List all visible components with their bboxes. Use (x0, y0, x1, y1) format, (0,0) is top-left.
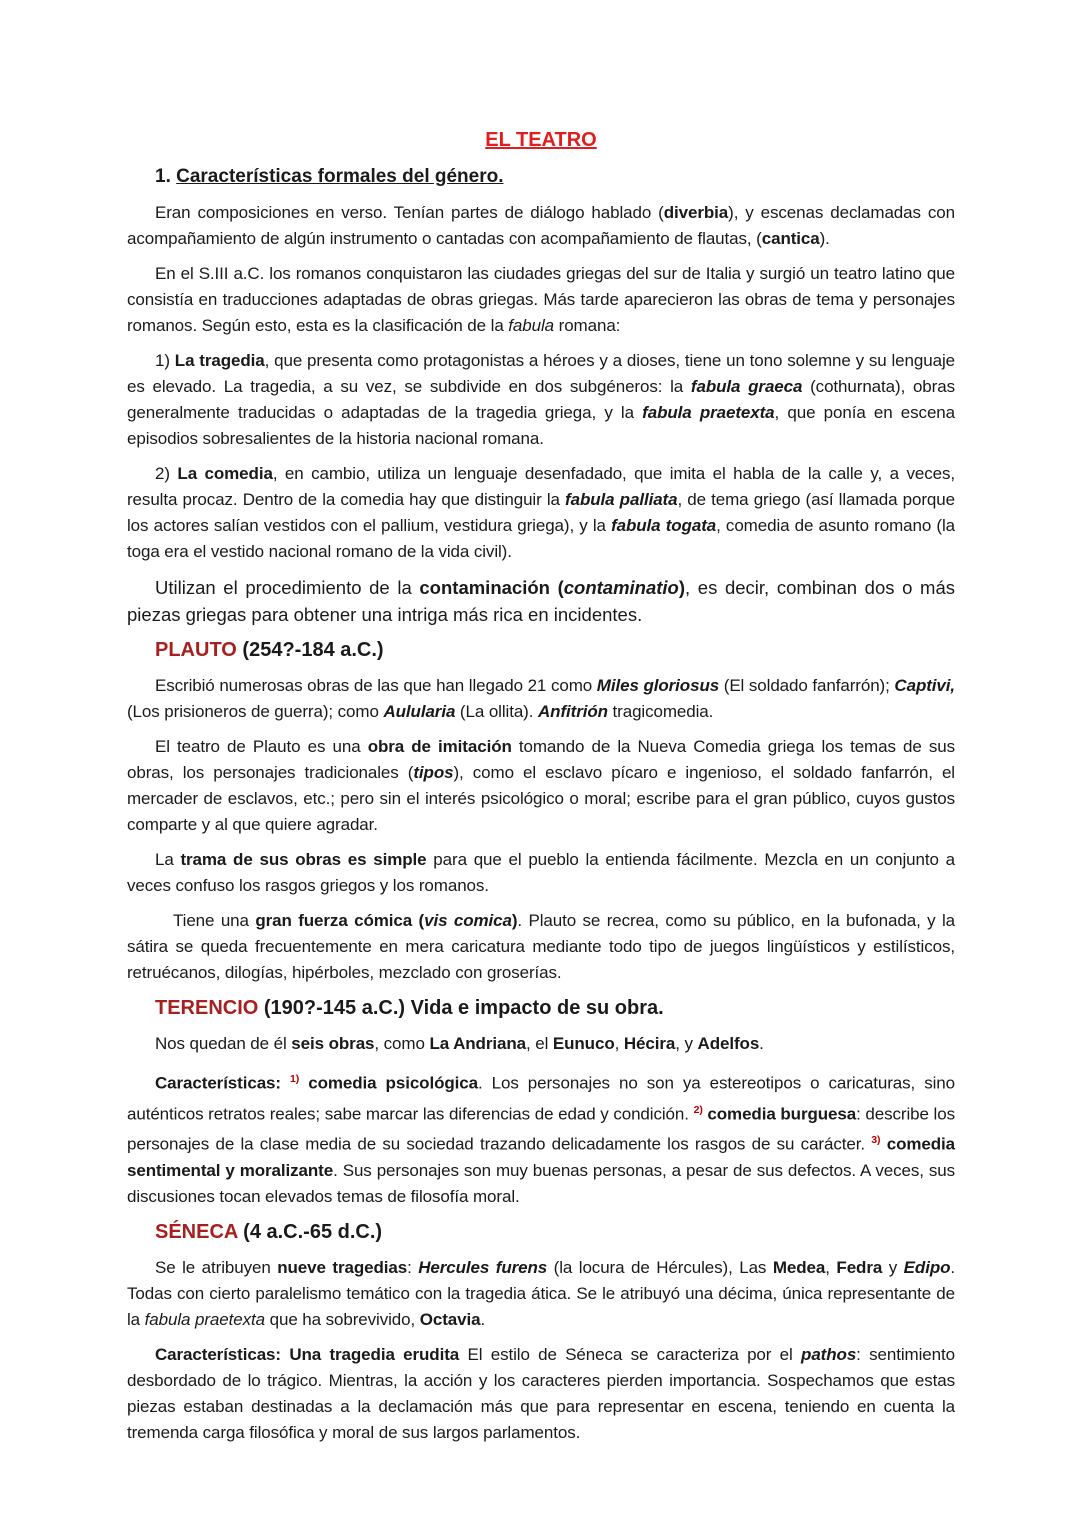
text-run: 1. (155, 166, 177, 187)
text-run: Eunuco (552, 1034, 615, 1053)
text-run: fabula praetexta (144, 1309, 265, 1329)
paragraph-origen-teatro-latino (127, 261, 955, 339)
text-run: Se le atribuyen (155, 1257, 278, 1277)
text-run: ) (511, 911, 518, 930)
text-run: El estilo de Séneca se caracteriza por el (459, 1344, 802, 1364)
text-run: que ha sobrevivido, (264, 1309, 420, 1329)
text-run: , en cambio, utiliza un lenguaje desenfadado, que imita el habla de la calle y, a veces, resulta procaz. Dentro de la comedia hay que distinguir la (127, 464, 955, 509)
text-run: 3) (871, 1134, 881, 1147)
text-run: seis obras (291, 1034, 375, 1053)
text-run: ) (678, 577, 686, 598)
text-run: : (275, 1073, 291, 1093)
text-run: romana: (554, 316, 621, 335)
text-run: , (825, 1257, 837, 1277)
text-run: nueve tragedias (277, 1257, 408, 1277)
paragraph-terencio-obras (127, 1031, 955, 1057)
text-run: La (155, 850, 181, 869)
text-run: , comedia de asunto romano (la toga era el vestido nacional romano de la vida civil). (127, 516, 955, 561)
author-heading-terencio (127, 995, 955, 1022)
text-run: . Todas con cierto paralelismo temático con la tragedia ática. Se le atribuyó una décima, única representante de la (127, 1257, 956, 1329)
text-run: cantica (761, 229, 820, 248)
text-run: diverbia (663, 203, 729, 222)
text-run: contaminación ( (419, 577, 564, 598)
paragraph-terencio-caracteristicas (127, 1066, 955, 1210)
text-run: (cothurnata), obras generalmente traducidas o adaptadas de la tragedia griega, y la (127, 377, 955, 422)
text-run: , y (675, 1034, 698, 1053)
text-run: La comedia (177, 464, 273, 483)
paragraph-seneca-caracteristicas (127, 1342, 955, 1446)
section-heading-1 (127, 164, 955, 190)
paragraph-plauto-imitacion (127, 734, 955, 838)
text-run: Eran composiciones en verso. Tenían partes de diálogo hablado ( (155, 203, 664, 222)
paragraph-plauto-trama (127, 847, 955, 899)
text-run: comedia psicológica (308, 1073, 478, 1093)
text-run: , (614, 1034, 624, 1053)
text-run: (254?-184 a.C.) (236, 639, 384, 661)
text-run: obra de imitación (367, 737, 512, 756)
text-run: ). (819, 229, 830, 248)
text-run: (190?-145 a.C.) Vida e impacto de su obra. (258, 997, 664, 1019)
text-run: (la locura de Hércules), Las (547, 1257, 773, 1277)
text-run: trama de sus obras es simple (180, 850, 427, 869)
text-run: Hercules furens (418, 1257, 548, 1277)
text-run: . Los personajes no son ya estereotipos o caricaturas, sino auténticos retratos reales; sabe marcar las diferencias de edad y condición. (127, 1073, 956, 1124)
text-run: ), y escenas declamadas con acompañamiento de algún instrumento o cantadas con acompañamiento de flautas, ( (127, 203, 955, 248)
text-run: Edipo (903, 1257, 951, 1277)
text-run: . (759, 1034, 764, 1053)
text-run: (Los prisioneros de guerra); como (127, 702, 384, 721)
text-run: tipos (413, 763, 454, 782)
text-run: Características (155, 1073, 276, 1093)
text-run: Escribió numerosas obras de las que han llegado 21 como (155, 676, 597, 695)
text-run: 2) (693, 1103, 703, 1116)
text-run: SÉNECA (155, 1220, 238, 1243)
text-run: tomando de la Nueva Comedia griega los temas de sus obras, los personajes tradicionales ( (127, 737, 955, 782)
text-run: : describe los personajes de la clase media de su sociedad trazando delicadamente los rasgos de su carácter. (127, 1104, 955, 1154)
paragraph-contaminacion (127, 574, 955, 628)
text-run: Hécira (623, 1034, 676, 1053)
text-run: Octavia (419, 1309, 481, 1329)
text-run: ), como el esclavo pícaro e ingenioso, el soldado fanfarrón, el mercader de esclavos, etc.; pero sin el interés psicológico o moral; escribe para el gran público, cuyos gustos comparte y al que quiere agradar. (127, 763, 955, 834)
author-heading-plauto (127, 637, 955, 664)
text-run: gran fuerza cómica ( (255, 911, 425, 930)
text-run: TERENCIO (155, 997, 259, 1019)
text-run: En el S.III a.C. los romanos conquistaron las ciudades griegas del sur de Italia y surgió un teatro latino que consistía en traducciones adaptadas de obras griegas. Más tarde aparecieron las obras de tema y personajes romanos. Según esto, esta es la clasificación de la (127, 264, 955, 335)
text-run: , que presenta como protagonistas a héroes y a dioses, tiene un tono solemne y su lenguaje es elevado. La tragedia, a su vez, se subdivide en dos subgéneros: la (127, 351, 955, 396)
text-run: contaminatio (563, 577, 679, 598)
document-title: EL TEATRO (485, 129, 597, 151)
text-run: PLAUTO (155, 639, 237, 661)
text-run: La Andriana (429, 1034, 526, 1053)
text-run: Adelfos (697, 1034, 760, 1053)
text-run: para que el pueblo la entienda fácilmente. Mezcla en un conjunto a veces confuso los rasgos griegos y los romanos. (127, 850, 955, 895)
text-run: , que ponía en escena episodios sobresalientes de la historia nacional romana. (127, 403, 956, 448)
text-run: , de tema griego (así llamada porque los actores salían vestidos con el pallium, vestidura griega), y la (127, 490, 955, 535)
text-run: Aulularia (383, 702, 456, 721)
text-run: 2) (155, 464, 178, 483)
text-run: tragicomedia. (607, 702, 714, 721)
text-run: Anfitrión (537, 702, 608, 721)
paragraph-diverbia-cantica (127, 200, 955, 252)
text-run: Captivi, (894, 676, 956, 695)
text-run: vis comica (424, 911, 512, 930)
text-run: comedia sentimental y moralizante (127, 1134, 956, 1180)
document-body (127, 164, 955, 1446)
text-run: fabula togata (611, 516, 717, 535)
text-run (299, 1074, 308, 1093)
text-run: Tiene una (173, 911, 256, 930)
text-run: . (480, 1309, 486, 1329)
text-run: Utilizan el procedimiento de la (155, 577, 420, 598)
text-run: Nos quedan de él (155, 1034, 292, 1053)
text-run: Medea (772, 1257, 826, 1277)
paragraph-la-tragedia (127, 348, 955, 452)
text-run: fabula praetexta (642, 403, 775, 422)
text-run: (4 a.C.-65 d.C.) (237, 1220, 383, 1243)
text-run: : (407, 1257, 419, 1277)
text-run: , el (525, 1034, 553, 1053)
text-run: Fedra (836, 1257, 883, 1277)
paragraph-plauto-obras (127, 673, 955, 725)
author-heading-seneca (127, 1219, 955, 1246)
text-run: 1) (290, 1073, 300, 1085)
text-run: . Plauto se recrea, como su público, en la bufonada, y la sátira se queda frecuentemente en mera caricatura mediante todo tipo de juegos lingüísticos y estilísticos, retruécanos, dilogías, hipérboles, mezclado con groserías. (127, 911, 955, 982)
text-run: (La ollita). (455, 702, 538, 721)
text-run: pathos (801, 1344, 857, 1364)
text-run: . Sus personajes son muy buenas personas, a pesar de sus defectos. A veces, sus discusiones tocan elevados temas de filosofía moral. (127, 1160, 956, 1206)
text-run: Características: Una tragedia erudita (155, 1344, 460, 1364)
text-run: (El soldado fanfarrón); (719, 676, 895, 695)
text-run: fabula (508, 316, 555, 335)
text-run: y (882, 1257, 904, 1277)
paragraph-la-comedia (127, 461, 955, 565)
paragraph-seneca-tragedias (127, 1255, 955, 1333)
text-run: 1) (155, 351, 175, 370)
text-run: , como (374, 1034, 430, 1053)
text-run: Miles gloriosus (596, 676, 720, 695)
text-run: El teatro de Plauto es una (155, 737, 368, 756)
text-run: fabula palliata (565, 490, 678, 509)
text-run: La tragedia (174, 351, 265, 370)
paragraph-plauto-vis-comica (127, 908, 955, 986)
text-run: fabula graeca (690, 377, 803, 396)
text-run: Características formales del género. (176, 166, 504, 187)
text-run: comedia burguesa (707, 1104, 857, 1124)
text-run: : sentimiento desbordado de lo trágico. Mientras, la acción y los caracteres pierden importancia. Sospechamos que estas piezas estaban destinadas a la declamación más que para representar en escena, teniendo en cuenta la tremenda carga filosófica y moral de sus largos parlamentos. (127, 1344, 955, 1442)
text-run: , es decir, combinan dos o más piezas griegas para obtener una intriga más rica en incidentes. (127, 577, 955, 625)
